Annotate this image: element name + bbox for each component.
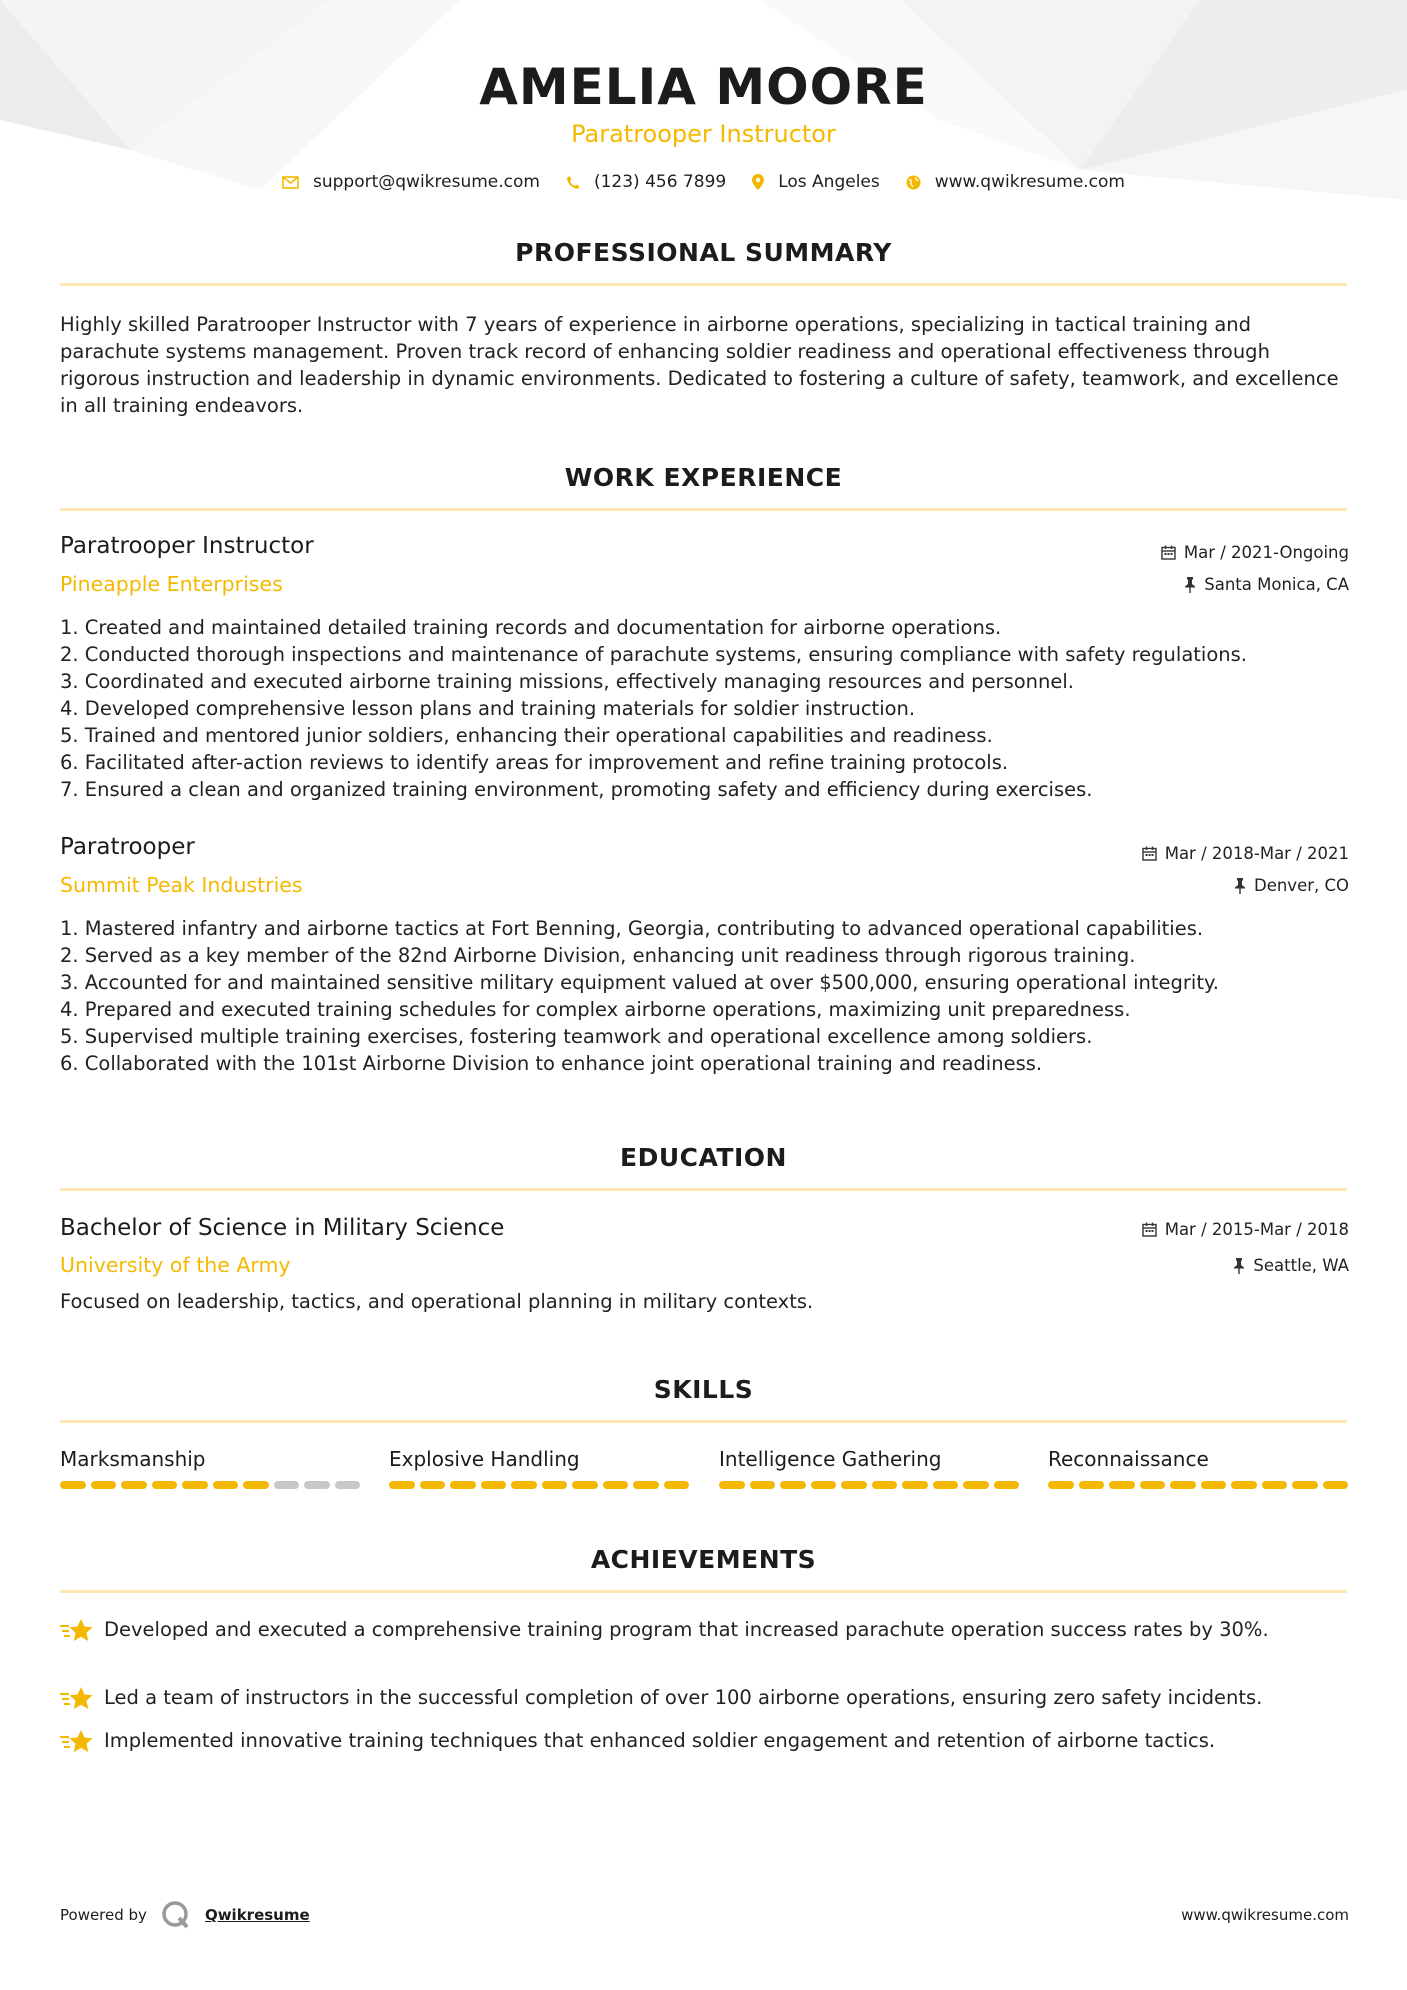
skill-dot-filled (750, 1481, 776, 1489)
candidate-name: AMELIA MOORE (479, 58, 928, 116)
calendar-icon (1161, 545, 1176, 560)
skill-dot-filled (1201, 1481, 1227, 1489)
skill-dot-empty (335, 1481, 361, 1489)
star-icon (60, 1616, 104, 1648)
section-divider (60, 1188, 1347, 1191)
qwikresume-logo-icon (161, 1900, 191, 1930)
job-responsibilities (60, 915, 1350, 1077)
job-location-text: Denver, CO (1253, 876, 1349, 895)
section-divider (60, 1420, 1347, 1423)
section-divider (60, 1590, 1347, 1593)
skill-rating (1048, 1481, 1348, 1489)
section-divider (60, 508, 1347, 511)
calendar-icon (1142, 846, 1157, 861)
list-item: 3. Coordinated and executed airborne training missions, effectively managing resources and personnel. (60, 670, 1074, 693)
list-item: 5. Supervised multiple training exercises, fostering teamwork and operational excellence among soldiers. (60, 1025, 1093, 1048)
globe-icon (906, 175, 921, 190)
skill-rating (719, 1481, 1019, 1489)
skill-dot-filled (1231, 1481, 1257, 1489)
education-school: University of the Army (60, 1253, 291, 1277)
skill-dot-filled (933, 1481, 959, 1489)
list-item: 2. Conducted thorough inspections and maintenance of parachute systems, ensuring compliance with safety regulations. (60, 643, 1247, 666)
job-title: Paratrooper Instructor (60, 533, 314, 559)
education-description: Focused on leadership, tactics, and operational planning in military contexts. (60, 1290, 814, 1313)
education-location-text: Seattle, WA (1253, 1256, 1349, 1275)
skill-dot-filled (450, 1481, 476, 1489)
achievement-item (60, 1684, 1350, 1716)
contact-location (752, 172, 880, 192)
pushpin-icon (1184, 577, 1196, 593)
skill-dot-filled (91, 1481, 117, 1489)
skill-name: Marksmanship (60, 1447, 206, 1471)
skill-dot-empty (304, 1481, 330, 1489)
skill-dot-filled (633, 1481, 659, 1489)
contact-website-text: www.qwikresume.com (934, 172, 1125, 192)
job-dates (1142, 844, 1349, 863)
candidate-role: Paratrooper Instructor (571, 120, 836, 148)
calendar-icon (1142, 1222, 1157, 1237)
achievement-text: Led a team of instructors in the successful completion of over 100 airborne operations, ensuring zero safety incidents. (104, 1686, 1263, 1709)
map-pin-icon (752, 174, 764, 190)
skill-dot-filled (182, 1481, 208, 1489)
skill-dot-filled (121, 1481, 147, 1489)
pushpin-icon (1234, 878, 1246, 894)
job-company: Pineapple Enterprises (60, 572, 283, 596)
contact-phone[interactable] (566, 172, 726, 192)
list-item: 3. Accounted for and maintained sensitive military equipment valued at over $500,000, ensuring operational integrity. (60, 971, 1219, 994)
list-item: 4. Prepared and executed training schedules for complex airborne operations, maximizing unit preparedness. (60, 998, 1131, 1021)
contact-email[interactable] (282, 172, 540, 192)
skill-item (389, 1447, 689, 1489)
job-location (1234, 876, 1349, 895)
skill-dot-filled (1323, 1481, 1349, 1489)
qwikresume-link[interactable]: Qwikresume (204, 1906, 310, 1924)
job-responsibilities (60, 614, 1350, 803)
star-icon (60, 1684, 104, 1716)
envelope-icon (282, 176, 299, 189)
contact-bar (0, 172, 1407, 192)
section-title-achievements: ACHIEVEMENTS (590, 1545, 817, 1574)
job-location (1184, 575, 1349, 594)
footer-powered-by (60, 1900, 310, 1930)
section-divider (60, 283, 1347, 286)
achievement-item (60, 1727, 1350, 1759)
contact-email-text: support@qwikresume.com (313, 172, 540, 192)
skill-rating (60, 1481, 360, 1489)
job-dates (1161, 543, 1349, 562)
skill-dot-filled (1109, 1481, 1135, 1489)
skill-dot-filled (152, 1481, 178, 1489)
powered-by-label: Powered by (60, 1906, 147, 1924)
section-title-experience: WORK EXPERIENCE (564, 463, 843, 492)
summary-text: Highly skilled Paratrooper Instructor with 7 years of experience in airborne operations, specializing in tactical training and parachute systems management. Proven track record of enhancing soldier readiness and operational effectiveness through rigorous instruction and leadership in dynamic environments. Dedicated to fostering a culture of safety, teamwork, and excellence in all training endeavors. (60, 313, 1339, 417)
pushpin-icon (1233, 1258, 1245, 1274)
list-item: 7. Ensured a clean and organized training environment, promoting safety and efficiency during exercises. (60, 778, 1093, 801)
list-item: 1. Created and maintained detailed training records and documentation for airborne operations. (60, 616, 1002, 639)
achievement-text: Developed and executed a comprehensive training program that increased parachute operation success rates by 30%. (104, 1618, 1269, 1641)
skill-dot-filled (811, 1481, 837, 1489)
job-company: Summit Peak Industries (60, 873, 303, 897)
achievement-text: Implemented innovative training techniques that enhanced soldier engagement and retention of airborne tactics. (104, 1729, 1216, 1752)
skill-name: Intelligence Gathering (719, 1447, 942, 1471)
contact-phone-text: (123) 456 7899 (593, 172, 727, 192)
skill-dot-filled (780, 1481, 806, 1489)
skill-dot-filled (1292, 1481, 1318, 1489)
skill-dot-filled (994, 1481, 1020, 1489)
list-item: 1. Mastered infantry and airborne tactics at Fort Benning, Georgia, contributing to advanced operational capabilities. (60, 917, 1204, 940)
job-location-text: Santa Monica, CA (1204, 575, 1349, 594)
skill-dot-filled (420, 1481, 446, 1489)
contact-website[interactable] (906, 172, 1125, 192)
education-location (1233, 1256, 1349, 1275)
skill-dot-filled (542, 1481, 568, 1489)
phone-icon (566, 175, 580, 190)
skill-dot-empty (274, 1481, 300, 1489)
skill-dot-filled (1079, 1481, 1105, 1489)
education-dates (1142, 1220, 1349, 1239)
skill-dot-filled (1262, 1481, 1288, 1489)
job-title: Paratrooper (60, 834, 195, 860)
skill-dot-filled (1170, 1481, 1196, 1489)
skill-dot-filled (481, 1481, 507, 1489)
list-item: 2. Served as a key member of the 82nd Airborne Division, enhancing unit readiness through rigorous training. (60, 944, 1136, 967)
contact-location-text: Los Angeles (778, 172, 880, 192)
skill-item (1048, 1447, 1348, 1489)
skill-name: Reconnaissance (1048, 1447, 1209, 1471)
skill-name: Explosive Handling (389, 1447, 580, 1471)
skill-dot-filled (603, 1481, 629, 1489)
skill-item (60, 1447, 360, 1489)
list-item: 5. Trained and mentored junior soldiers, enhancing their operational capabilities and readiness. (60, 724, 993, 747)
achievement-item (60, 1616, 1350, 1648)
section-title-summary: PROFESSIONAL SUMMARY (515, 238, 892, 267)
skill-dot-filled (664, 1481, 690, 1489)
skill-dot-filled (572, 1481, 598, 1489)
list-item: 6. Collaborated with the 101st Airborne Division to enhance joint operational training and readiness. (60, 1052, 1043, 1075)
job-dates-text: Mar / 2021-Ongoing (1183, 543, 1349, 562)
skill-dot-filled (719, 1481, 745, 1489)
education-degree: Bachelor of Science in Military Science (60, 1215, 505, 1241)
job-dates-text: Mar / 2018-Mar / 2021 (1164, 844, 1349, 863)
list-item: 6. Facilitated after-action reviews to identify areas for improvement and refine training protocols. (60, 751, 1009, 774)
skill-dot-filled (963, 1481, 989, 1489)
skill-dot-filled (213, 1481, 239, 1489)
skill-dot-filled (902, 1481, 928, 1489)
skill-item (719, 1447, 1019, 1489)
footer-website[interactable]: www.qwikresume.com (1181, 1906, 1349, 1924)
section-title-skills: SKILLS (653, 1375, 754, 1404)
star-icon (60, 1727, 104, 1759)
section-title-education: EDUCATION (620, 1143, 787, 1172)
skill-dot-filled (1048, 1481, 1074, 1489)
skill-dot-filled (841, 1481, 867, 1489)
skill-dot-filled (511, 1481, 537, 1489)
skill-dot-filled (872, 1481, 898, 1489)
skill-dot-filled (1140, 1481, 1166, 1489)
education-dates-text: Mar / 2015-Mar / 2018 (1164, 1220, 1349, 1239)
skill-dot-filled (389, 1481, 415, 1489)
skill-dot-filled (243, 1481, 269, 1489)
skill-dot-filled (60, 1481, 86, 1489)
skill-rating (389, 1481, 689, 1489)
list-item: 4. Developed comprehensive lesson plans and training materials for soldier instruction. (60, 697, 916, 720)
